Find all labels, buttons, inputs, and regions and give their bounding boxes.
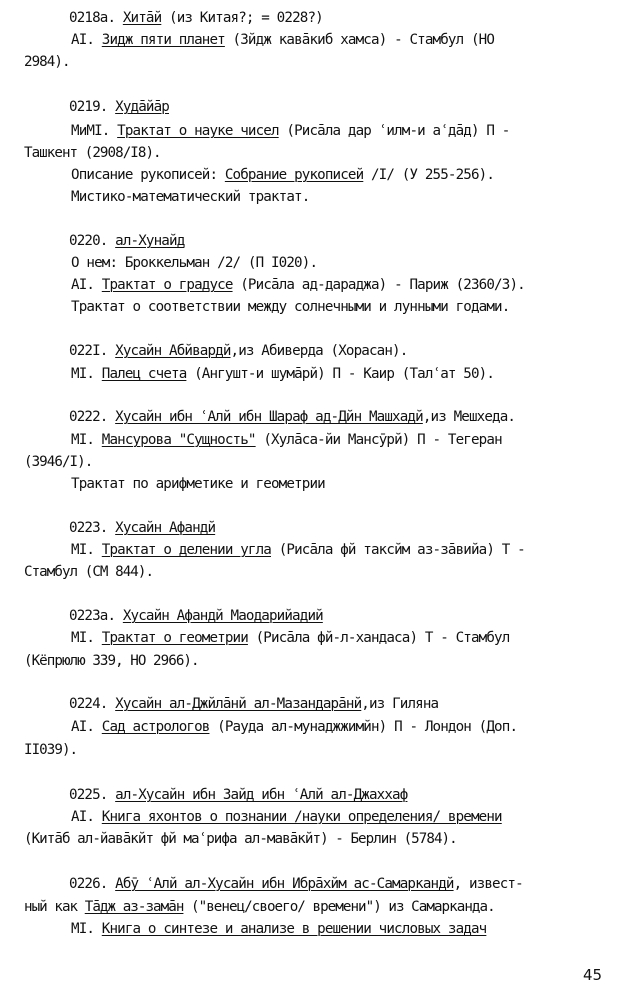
author-name: Абӯ ʿАлй ал-Хусайн ибн Ибрāхйм ас-Самаркандй	[115, 876, 454, 892]
entry-0225-line: (Китāб ал-йавāкйт фй маʿрифа ал-мавāкйт) - Берлин (5784).	[24, 831, 457, 847]
entry-0218a-heading: 0218а. Хитāй (из Китая?; = 0228?)	[69, 10, 323, 26]
entry-0219-line: Мистико-математический трактат.	[71, 189, 310, 205]
entry-0225-line: AI. Книга яхонтов о познании /науки определения/ времени	[71, 809, 502, 825]
entry-0219-line: Ташкент (2908/I8).	[24, 145, 161, 161]
entry-0223a-heading: 0223а. Хусайн Афандй Маодарийадий	[69, 608, 323, 624]
page-number: 45	[583, 966, 603, 984]
entry-0224-line: AI. Сад астрологов (Рауда ал-мунаджжимйн) П - Лондон (Доп.	[71, 719, 518, 735]
author-name: ал-Хунайд	[115, 233, 185, 249]
entry-0219-line: Описание рукописей: Собрание рукописей /I/ (У 255-256).	[71, 167, 495, 183]
entry-0223-line: Стамбул (СМ 844).	[24, 564, 154, 580]
entry-0222-heading: 0222. Хусайн ибн ʿАлй ибн Шараф ад-Дйн Машхадй,из Мешхеда.	[69, 409, 516, 425]
entry-0224-heading: 0224. Хусайн ал-Джйлāнй ал-Мазандарāнй,из Гиляна	[69, 696, 439, 712]
entry-0223-heading: 0223. Хусайн Афандй	[69, 520, 216, 536]
entry-0223a-line: МI. Трактат о геометрии (Рисāла фй-л-хандаса) Т - Стамбул	[71, 630, 510, 646]
entry-0221-heading: 022I. Хусайн Абйвардй,из Абиверда (Хорасан).	[69, 343, 408, 359]
entry-0224-line: II039).	[24, 742, 78, 758]
entry-0221-line: МI. Палец счета (Ангушт-и шумāрй) П - Каир (Талʿат 50).	[71, 366, 495, 382]
entry-0222-line: МI. Мансурова "Сущность" (Хулāса-йи Мансӯрй) П - Тегеран	[71, 432, 502, 448]
entry-0223-line: МI. Трактат о делении угла (Рисāла фй таксйм аз-зāвийа) Т -	[71, 542, 525, 558]
work-title: Зидж пяти планет	[101, 32, 225, 48]
work-title: Тāдж аз-замāн	[84, 899, 184, 915]
work-title: Книга о синтезе и анализе в решении числовых задач	[101, 921, 487, 937]
author-name: ал-Хусайн ибн Зайд ибн ʿАлй ал-Джаххаф	[115, 787, 408, 803]
author-name: Хусайн Афандй	[115, 520, 216, 536]
author-name: Худāйāр	[115, 99, 169, 115]
work-title: Палец счета	[101, 366, 187, 382]
work-title: Мансурова "Сущность"	[101, 432, 256, 448]
author-name: Хусайн Афандй Маодарийадий	[122, 608, 323, 624]
entry-0218a-line: AI. Зидж пяти планет (Зйдж кавāкиб хамса) - Стамбул (НО	[71, 32, 495, 48]
entry-0220-line: AI. Трактат о градусе (Рисāла ад-дараджа) - Париж (2360/3).	[71, 277, 525, 293]
entry-0220-line: О нем: Броккельман /2/ (П I020).	[71, 255, 318, 271]
entry-0225-heading: 0225. ал-Хусайн ибн Зайд ибн ʿАлй ал-Джаххаф	[69, 787, 408, 803]
work-title: Трактат о градусе	[101, 277, 233, 293]
entry-0226-line: МI. Книга о синтезе и анализе в решении числовых задач	[71, 921, 487, 937]
entry-0219-heading: 0219. Худāйāр	[69, 99, 169, 115]
work-title: Собрание рукописей	[224, 167, 364, 183]
work-title: Трактат о науке чисел	[117, 123, 279, 139]
author-name: Хусайн ал-Джйлāнй ал-Мазандарāнй	[115, 696, 362, 712]
author-name: Хусайн ибн ʿАлй ибн Шараф ад-Дйн Машхадй	[115, 409, 423, 425]
entry-0222-line: Трактат по арифметике и геометрии	[71, 476, 325, 492]
work-title: Сад астрологов	[101, 719, 210, 735]
author-name: Хитāй	[122, 10, 162, 26]
entry-0220-line: Трактат о соответствии между солнечными и лунными годами.	[71, 299, 510, 315]
entry-0226-line: ный как Тāдж аз-замāн ("венец/своего/ времени") из Самарканда.	[24, 899, 495, 915]
entry-0220-heading: 0220. ал-Хунайд	[69, 233, 185, 249]
entry-0218a-line: 2984).	[24, 54, 70, 70]
work-title: Трактат о делении угла	[101, 542, 271, 558]
work-title: Книга яхонтов о познании /науки определения/ времени	[101, 809, 502, 825]
work-title: Трактат о геометрии	[101, 630, 248, 646]
author-name: Хусайн Абйвардй	[115, 343, 231, 359]
entry-0223a-line: (Кёпрюлю 339, НО 2966).	[24, 653, 199, 669]
entry-0219-line: МиМI. Трактат о науке чисел (Рисāла дар ʿилм-и аʿдāд) П -	[71, 123, 510, 139]
entry-0226-heading: 0226. Абӯ ʿАлй ал-Хусайн ибн Ибрāхйм ас-Самаркандй, извест-	[69, 876, 523, 892]
entry-0222-line: (3946/I).	[24, 454, 93, 470]
